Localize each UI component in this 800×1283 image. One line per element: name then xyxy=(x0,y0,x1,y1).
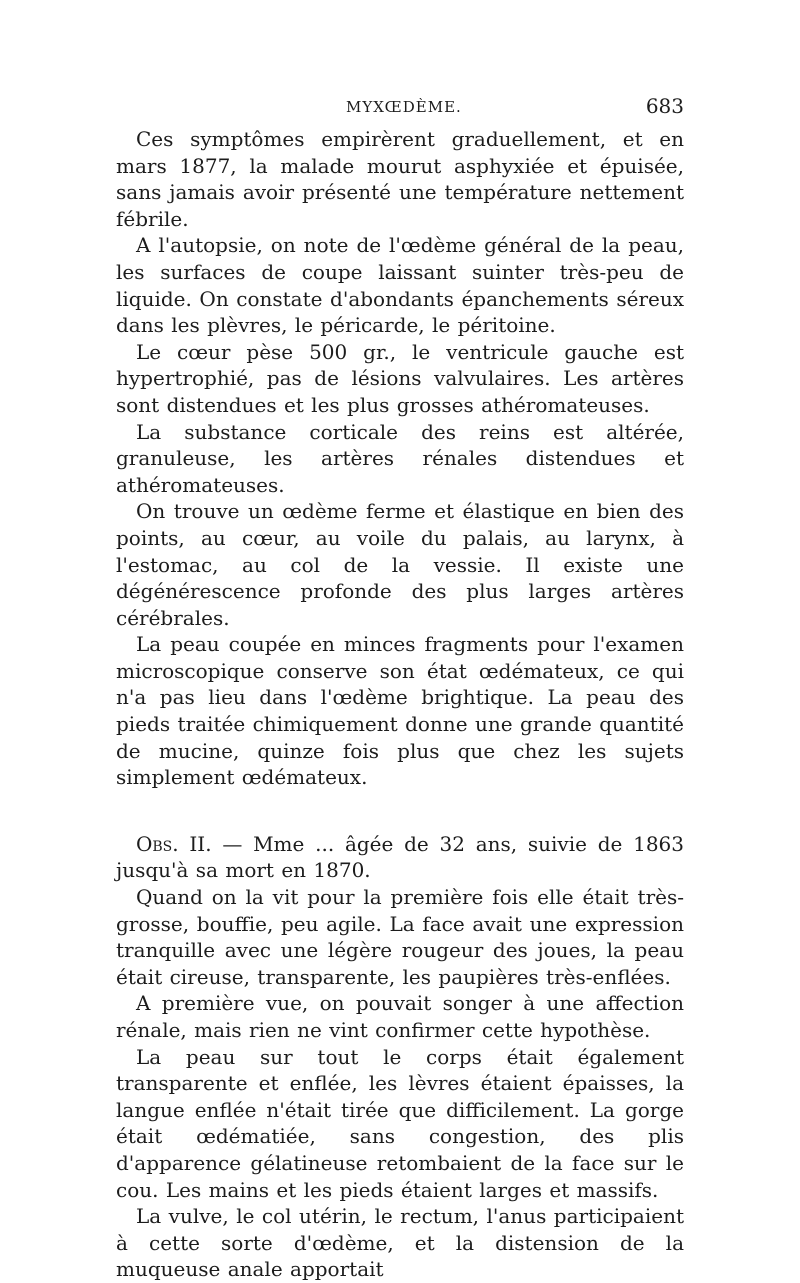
paragraph: La peau sur tout le corps était également transparente et enflée, les lèvres étaient épaisses, la langue enflée n'était tirée que difficilement. La gorge était œdématiée, sans congestion, des plis d'apparence gélatineuse retombaient de la face sur le cou. Les mains et les pieds étaient larges et massifs. xyxy=(116,1044,684,1202)
paragraph: La peau coupée en minces fragments pour l'examen microscopique conserve son état œdémateux, ce qui n'a pas lieu dans l'œdème brightique. La peau des pieds traitée chimiquement donne une grande quantité de mucine, quinze fois plus que chez les sujets simplement œdémateux. xyxy=(116,632,684,790)
section-gap xyxy=(116,791,684,831)
paragraph: A première vue, on pouvait songer à une affection rénale, mais rien ne vint confirmer cette hypothèse. xyxy=(116,991,684,1042)
paragraph: On trouve un œdème ferme et élastique en bien des points, au cœur, au voile du palais, au larynx, à l'estomac, au col de la vessie. Il existe une dégénérescence profonde des plus larges artères cérébrales. xyxy=(116,499,684,630)
running-head: MYXŒDÈME. xyxy=(346,98,462,116)
observation-label: Obs. II. xyxy=(136,831,212,856)
observation-heading xyxy=(116,831,684,884)
paragraph: Ces symptômes empirèrent graduellement, et en mars 1877, la malade mourut asphyxiée et épuisée, sans jamais avoir présenté une température nettement fébrile. xyxy=(116,127,684,231)
paragraph: Le cœur pèse 500 gr., le ventricule gauche est hypertrophié, pas de lésions valvulaires. Les artères sont distendues et les plus grosses athéromateuses. xyxy=(116,339,684,417)
paragraph: La substance corticale des reins est altérée, granuleuse, les artères rénales distendues et athéromateuses. xyxy=(116,419,684,497)
observation-text: — Mme ... âgée de 32 ans, suivie de 1863 jusqu'à sa mort en 1870. xyxy=(116,831,685,883)
body-text xyxy=(116,126,684,1283)
paragraph: La vulve, le col utérin, le rectum, l'anus participaient à cette sorte d'œdème, et la distension de la muqueuse anale apportait xyxy=(116,1204,684,1282)
paragraph: A l'autopsie, on note de l'œdème général de la peau, les surfaces de coupe laissant suinter très-peu de liquide. On constate d'abondants épanchements séreux dans les plèvres, le péricarde, le péritoine. xyxy=(116,233,684,338)
page-number: 683 xyxy=(645,94,684,118)
paragraph: Quand on la vit pour la première fois elle était très-grosse, bouffie, peu agile. La face avait une expression tranquille avec une légère rougeur des joues, la peau était cireuse, transparente, les paupières très-enflées. xyxy=(116,885,684,989)
page-header xyxy=(116,94,684,124)
